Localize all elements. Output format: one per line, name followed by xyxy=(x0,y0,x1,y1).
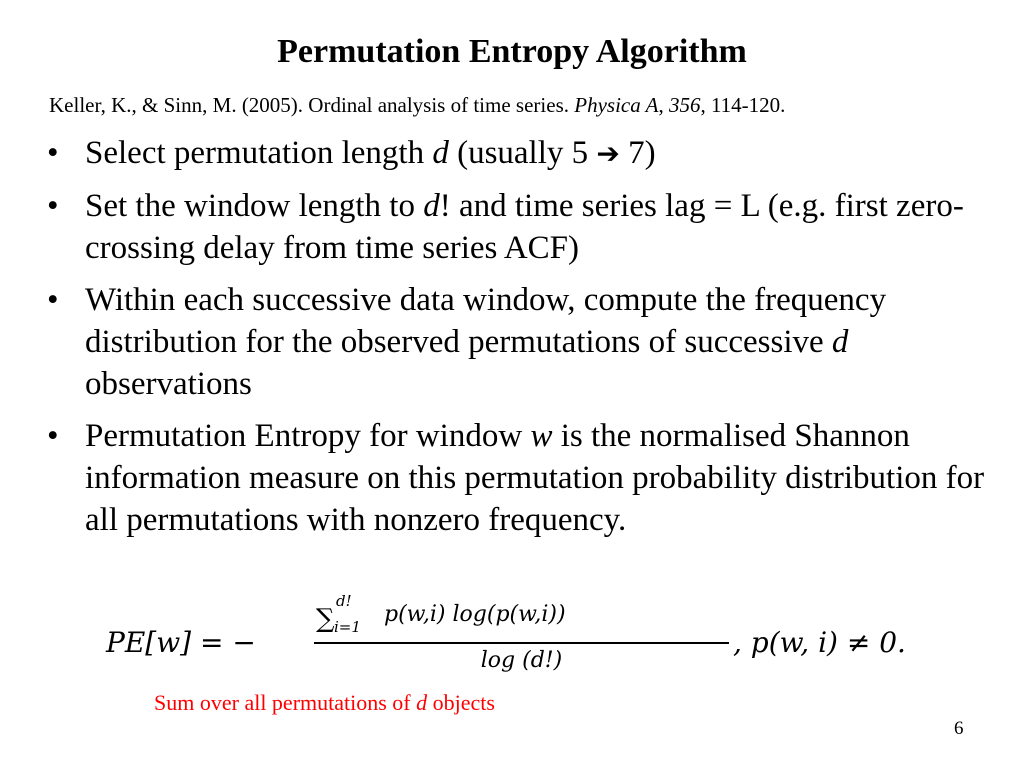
bullet-text: ! and time series lag = L (e.g. first zero-crossing delay from time series ACF) xyxy=(85,188,964,266)
citation-journal: Physica A xyxy=(574,93,659,117)
sum-upper-limit: d! xyxy=(336,592,352,610)
bullet-variable: w xyxy=(530,418,553,454)
citation-volume: 356 xyxy=(668,93,701,117)
bullet-text: is the normalised Shannon information measure on this permutation probability distribution for all permutations with nonzero frequency. xyxy=(85,418,985,538)
bullet-text: observations xyxy=(85,366,252,402)
bullet-text: Within each successive data window, compute the frequency distribution for the observed permutations of successive xyxy=(85,282,887,360)
bullet-item xyxy=(47,415,987,541)
bullet-text: Set the window length to xyxy=(85,188,424,224)
formula-lhs: PE[w] = − xyxy=(106,626,256,659)
sum-symbol: ∑ xyxy=(316,604,335,634)
caption-text: objects xyxy=(427,690,495,715)
bullet-variable: d xyxy=(432,135,449,171)
bullet-dot-icon: • xyxy=(47,135,59,171)
bullet-variable: d xyxy=(831,324,849,360)
citation: Keller, K., & Sinn, M. (2005). Ordinal analysis of time series. Physica A, 356, 114-120. xyxy=(49,93,786,117)
bullet-item xyxy=(47,279,987,405)
bullet-list xyxy=(47,132,987,551)
fraction-bar xyxy=(314,642,729,644)
bullet-dot-icon: • xyxy=(47,282,59,318)
bullet-text: (usually 5 xyxy=(448,135,597,171)
bullet-variable: d xyxy=(423,188,440,224)
formula-condition: , p(w, i) ≠ 0. xyxy=(733,626,906,659)
caption-variable: d xyxy=(416,690,428,715)
page-number: 6 xyxy=(954,718,964,739)
bullet-item xyxy=(47,185,987,269)
bullet-text: Select permutation length xyxy=(85,135,433,171)
bullet-text: 7) xyxy=(619,135,656,171)
formula-caption xyxy=(154,690,495,716)
right-arrow-icon: ➔ xyxy=(596,137,620,170)
bullet-text: Permutation Entropy for window xyxy=(85,418,531,454)
citation-authors: Keller, K., & Sinn, M. (2005). Ordinal analysis of time series. xyxy=(49,93,569,117)
numerator-body: p(w,i) log(p(w,i)) xyxy=(384,602,566,627)
sum-lower-limit: i=1 xyxy=(334,618,361,636)
formula-fraction xyxy=(314,592,729,686)
caption-text: Sum over all permutations of xyxy=(154,690,417,715)
formula-numerator xyxy=(314,592,729,638)
slide-title: Permutation Entropy Algorithm xyxy=(277,33,747,70)
bullet-item xyxy=(47,132,987,175)
bullet-dot-icon: • xyxy=(47,188,59,224)
formula-denominator: log (d!) xyxy=(480,648,563,673)
bullet-dot-icon: • xyxy=(47,418,59,454)
citation-pages: , 114-120. xyxy=(700,93,786,117)
